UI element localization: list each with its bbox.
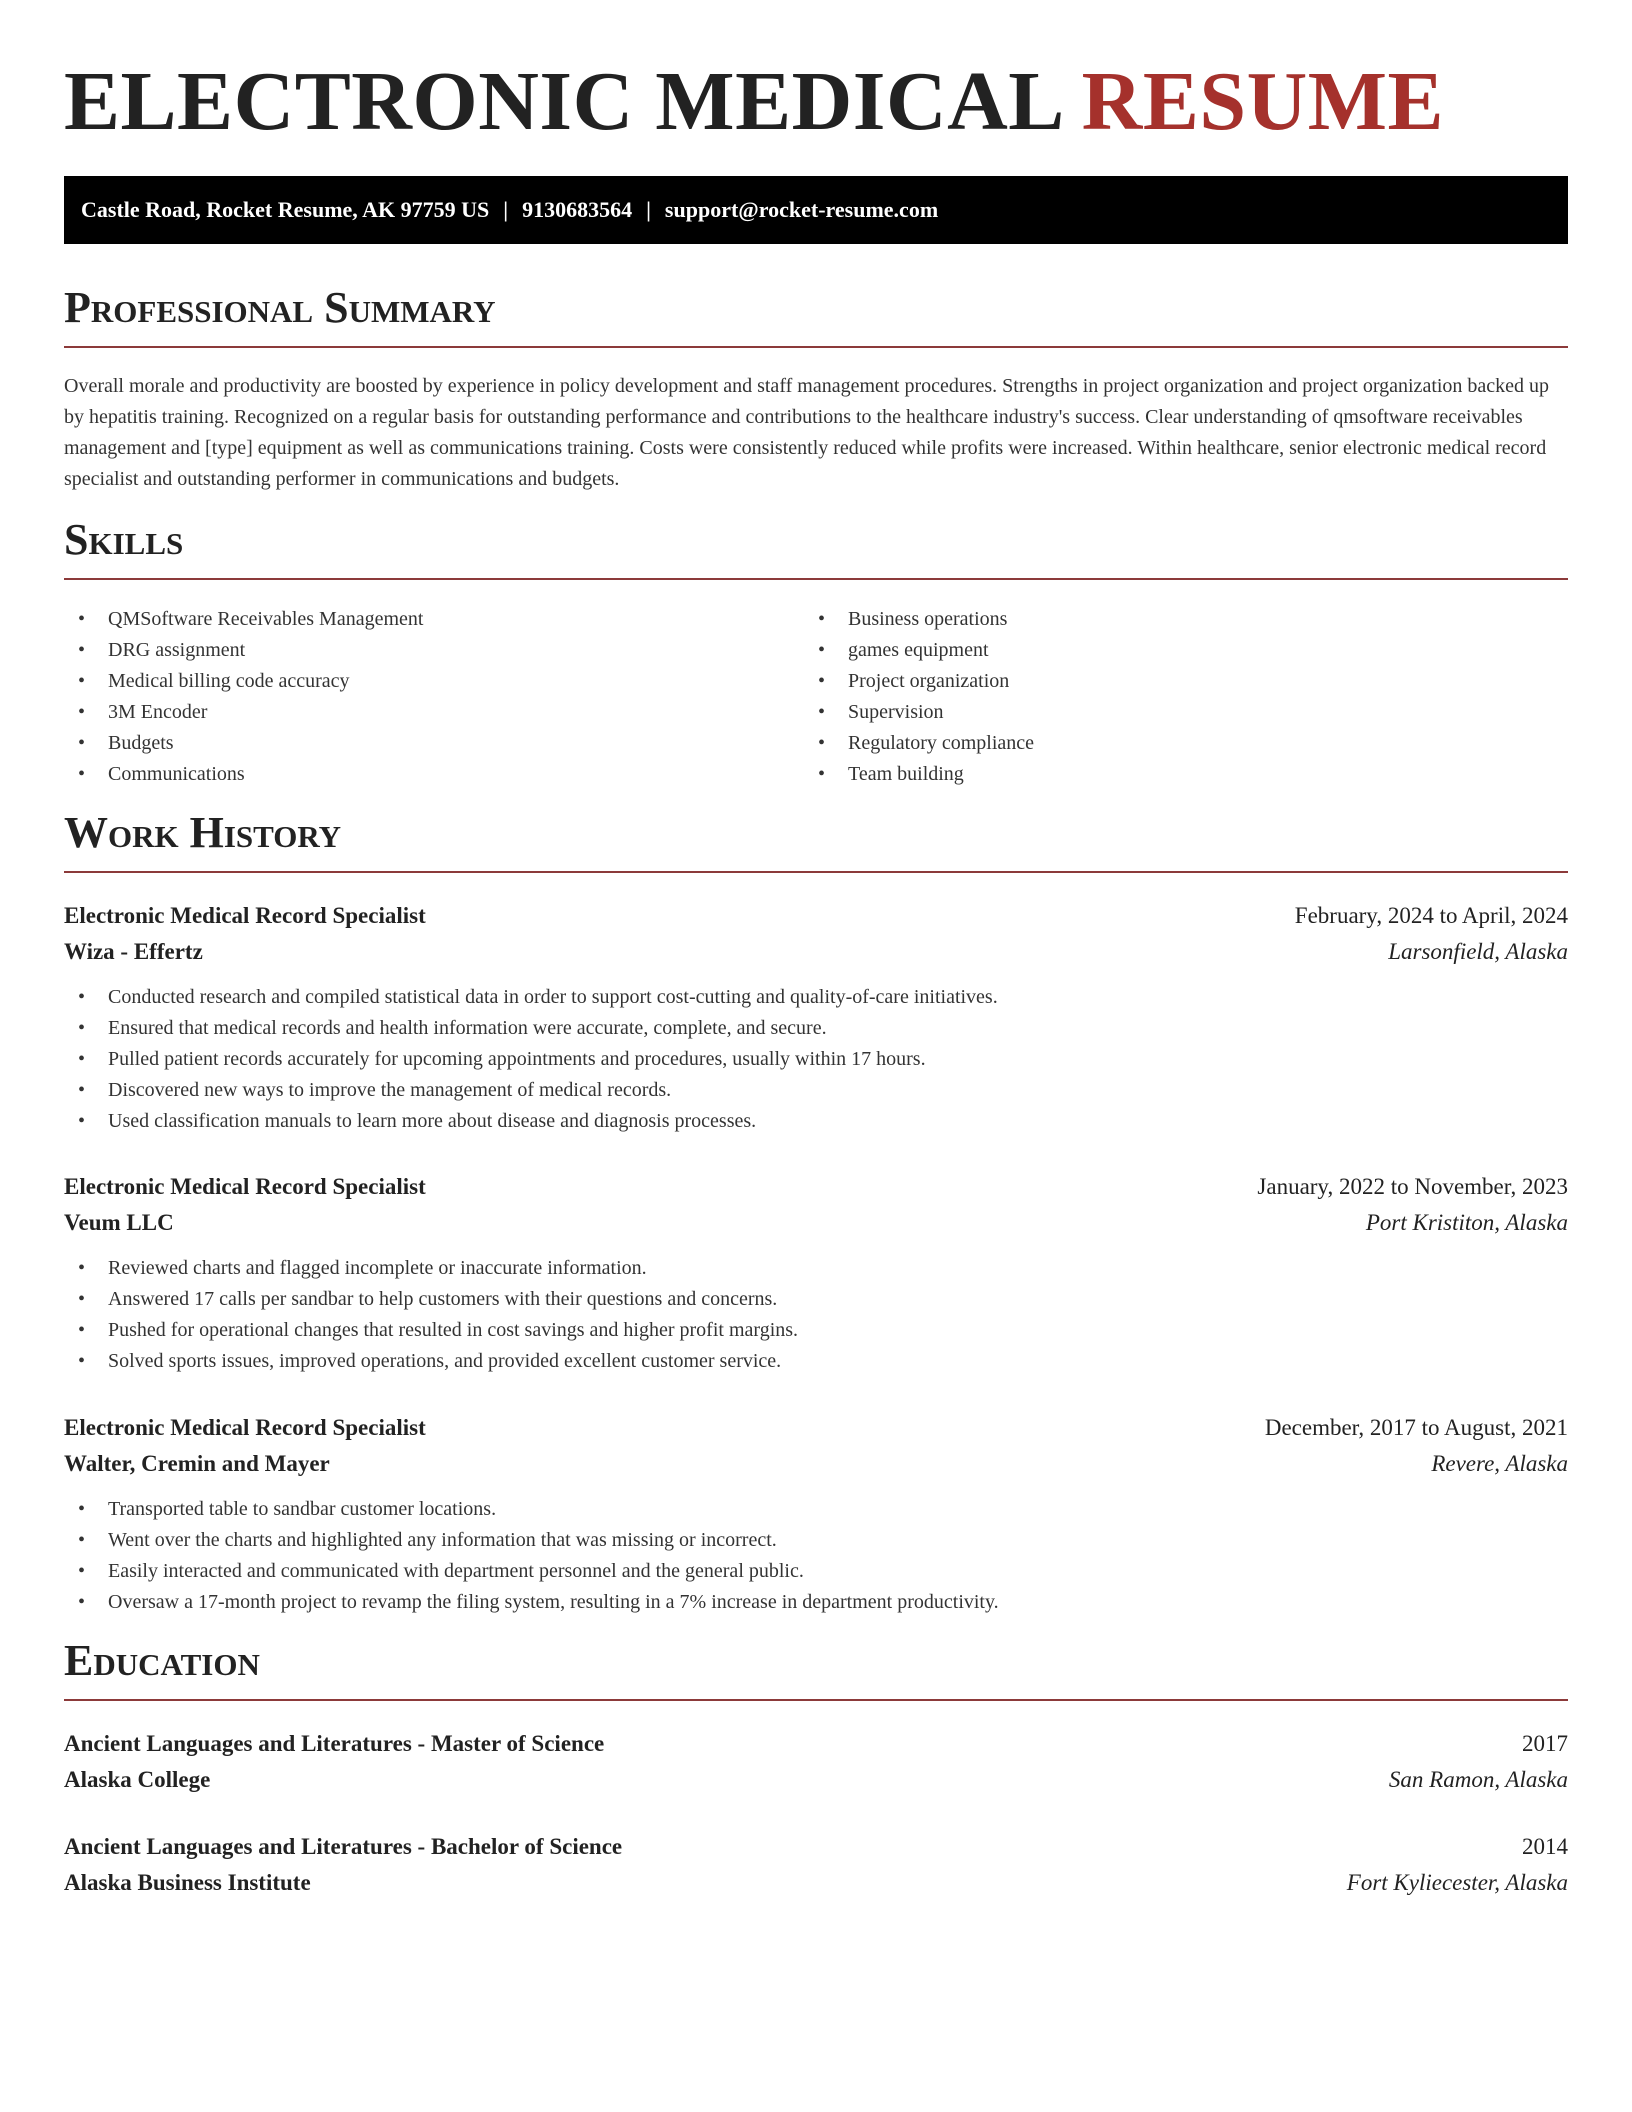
duty-item: • Went over the charts and highlighted any information that was missing or incorrect. (64, 1525, 1568, 1556)
job-location: Port Kristiton, Alaska (1365, 1210, 1568, 1235)
duty-item: • Easily interacted and communicated with department personnel and the general public. (64, 1556, 1568, 1587)
job-location: Revere, Alaska (1431, 1451, 1568, 1476)
skills-column-right (804, 604, 1034, 790)
education-heading: Education (64, 1633, 1568, 1701)
company-name: Veum LLC (64, 1210, 174, 1235)
duty-item: • Oversaw a 17-month project to revamp the filing system, resulting in a 7% increase in department productivity. (64, 1587, 1568, 1618)
school-name: Alaska Business Institute (64, 1870, 311, 1895)
skill-item: • Supervision (804, 697, 1034, 728)
company-name: Walter, Cremin and Mayer (64, 1451, 330, 1476)
job-dates: February, 2024 to April, 2024 (1294, 903, 1568, 928)
skill-item: • DRG assignment (64, 635, 423, 666)
contact-address: Castle Road, Rocket Resume, AK 97759 US (81, 197, 490, 222)
skill-item: • Budgets (64, 728, 423, 759)
job-title: Electronic Medical Record Specialist (64, 1174, 426, 1199)
company-name: Wiza - Effertz (64, 939, 203, 964)
graduation-year: 2017 (1522, 1731, 1568, 1756)
school-location: Fort Kyliecester, Alaska (1346, 1870, 1568, 1895)
work-entry-title-row (64, 1169, 1568, 1205)
education-degree-row (64, 1829, 1568, 1865)
skill-item: • Business operations (804, 604, 1034, 635)
work-entry-company-row (64, 934, 1568, 970)
job-duties (64, 982, 1568, 1137)
duty-item: • Solved sports issues, improved operations, and provided excellent customer service. (64, 1346, 1568, 1377)
resume-title (64, 52, 1444, 152)
summary-heading: Professional Summary (64, 280, 1568, 348)
work-entry (64, 1169, 1568, 1377)
job-duties (64, 1494, 1568, 1618)
skill-item: • Regulatory compliance (804, 728, 1034, 759)
skill-item: • Team building (804, 759, 1034, 790)
duty-item: • Used classification manuals to learn more about disease and diagnosis processes. (64, 1106, 1568, 1137)
work-entry (64, 1410, 1568, 1618)
skill-item: • Project organization (804, 666, 1034, 697)
school-name: Alaska College (64, 1767, 211, 1792)
job-dates: December, 2017 to August, 2021 (1264, 1415, 1568, 1440)
education-entry (64, 1726, 1568, 1798)
skills-column-left (64, 604, 423, 790)
work-entry-title-row (64, 1410, 1568, 1446)
duty-item: • Reviewed charts and flagged incomplete or inaccurate information. (64, 1253, 1568, 1284)
duty-item: • Pulled patient records accurately for upcoming appointments and procedures, usually within 17 hours. (64, 1044, 1568, 1075)
education-school-row (64, 1865, 1568, 1901)
contact-separator: | (646, 197, 651, 222)
job-location: Larsonfield, Alaska (1388, 939, 1568, 964)
contact-email: support@rocket-resume.com (664, 197, 939, 222)
degree-name: Ancient Languages and Literatures - Master of Science (64, 1731, 605, 1756)
duty-item: • Discovered new ways to improve the management of medical records. (64, 1075, 1568, 1106)
work-entry-title-row (64, 898, 1568, 934)
school-location: San Ramon, Alaska (1388, 1767, 1568, 1792)
contact-separator: | (503, 197, 509, 222)
graduation-year: 2014 (1522, 1834, 1568, 1859)
job-title: Electronic Medical Record Specialist (64, 903, 426, 928)
work-entry-company-row (64, 1205, 1568, 1241)
contact-bar (64, 176, 1568, 244)
duty-item: • Ensured that medical records and health information were accurate, complete, and secure. (64, 1013, 1568, 1044)
education-degree-row (64, 1726, 1568, 1762)
degree-name: Ancient Languages and Literatures - Bachelor of Science (64, 1834, 623, 1859)
education-entry (64, 1829, 1568, 1901)
education-school-row (64, 1762, 1568, 1798)
skill-item: • Medical billing code accuracy (64, 666, 423, 697)
contact-phone: 9130683564 (522, 197, 633, 222)
title-last-part: RESUME (1081, 55, 1445, 148)
job-duties (64, 1253, 1568, 1377)
job-dates: January, 2022 to November, 2023 (1257, 1174, 1568, 1199)
skills-heading: Skills (64, 512, 1568, 580)
duty-item: • Pushed for operational changes that resulted in cost savings and higher profit margins. (64, 1315, 1568, 1346)
job-title: Electronic Medical Record Specialist (64, 1415, 426, 1440)
duty-item: • Conducted research and compiled statistical data in order to support cost-cutting and quality-of-care initiatives. (64, 982, 1568, 1013)
skill-item: • games equipment (804, 635, 1034, 666)
work-history-heading: Work History (64, 805, 1568, 873)
skill-item: • 3M Encoder (64, 697, 423, 728)
work-entry-company-row (64, 1446, 1568, 1482)
skill-item: • Communications (64, 759, 423, 790)
title-first-part: ELECTRONIC MEDICAL (64, 55, 1061, 148)
summary-text: Overall morale and productivity are boosted by experience in policy development and staff management procedures. Strengths in project organization and project organization backed up by hepatitis training. Recognized on a regular basis for outstanding performance and contributions to the healthcare industry's success. Clear understanding of qmsoftware receivables management and [type] equipment as well as communications training. Costs were consistently reduced while profits were increased. Within healthcare, senior electronic medical record specialist and outstanding performer in communications and budgets. (64, 375, 1550, 490)
duty-item: • Transported table to sandbar customer locations. (64, 1494, 1568, 1525)
work-entry (64, 898, 1568, 1137)
skill-item: • QMSoftware Receivables Management (64, 604, 423, 635)
duty-item: • Answered 17 calls per sandbar to help customers with their questions and concerns. (64, 1284, 1568, 1315)
